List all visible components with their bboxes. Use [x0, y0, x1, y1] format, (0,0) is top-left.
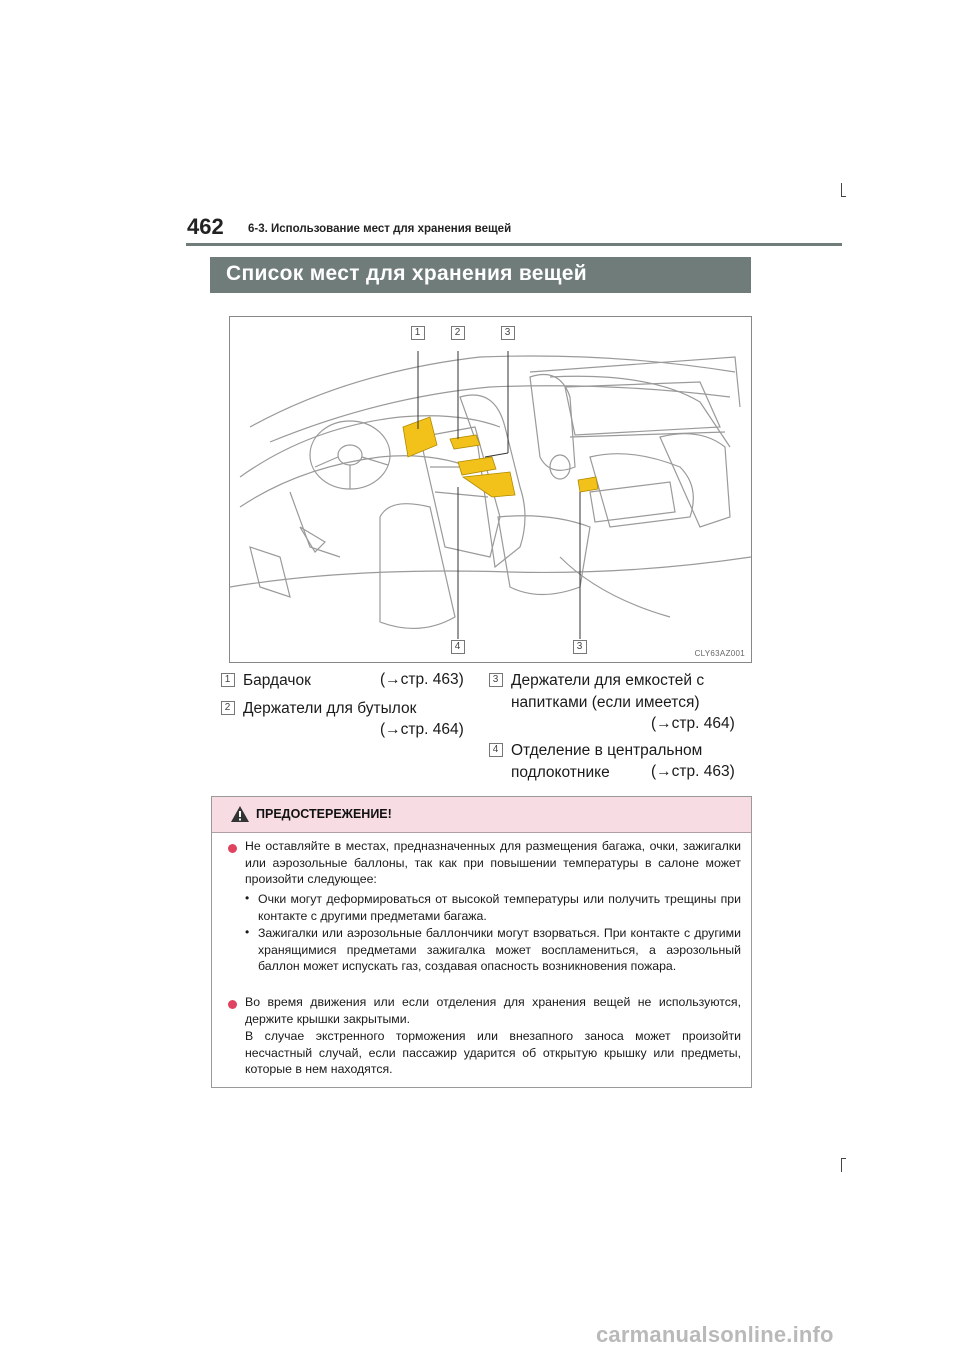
- warning-item-2-text: Во время движения или если отделения для хранения вещей не используются, держите крышки закрытыми.: [245, 995, 741, 1026]
- watermark: carmanualsonline.info: [596, 1322, 834, 1347]
- section-title-bar: [210, 257, 751, 293]
- legend-number-1: 1: [220, 672, 235, 687]
- legend-label-3-line-1: Держатели для емкостей с: [511, 672, 705, 689]
- crop-mark-bottom: [841, 1158, 842, 1172]
- warning-item-2-extra: В случае экстренного торможения или внезапного заноса может произойти несчастный случай, если пассажир ударится об открытую крышку или предметы, которые в нем находятся.: [245, 1029, 741, 1077]
- legend-label-4-line-2: подлокотнике: [511, 764, 610, 781]
- warning-header: [212, 797, 751, 833]
- armrest-compartment-highlight: [463, 472, 515, 497]
- sub-bullet-1: •: [245, 891, 250, 905]
- cup-holder-front-highlight: [458, 457, 496, 475]
- callout-2-top: 2: [450, 325, 465, 340]
- bottle-holder-highlight: [450, 435, 480, 449]
- figure-code: CLY63AZ001: [694, 649, 745, 658]
- warning-item-1-sub-1: Очки могут деформироваться от высокой температуры или получить трещины при контакте с другими предметами багажа.: [258, 892, 741, 923]
- glovebox-highlight: [403, 417, 437, 457]
- legend-ref-3: (→стр. 464): [651, 715, 735, 732]
- legend-label-2: Держатели для бутылок: [243, 700, 417, 717]
- car-interior-drawing: [230, 317, 751, 662]
- legend-number-2: 2: [220, 700, 235, 715]
- callout-3-bottom: 3: [572, 639, 587, 654]
- page-number: 462: [187, 214, 224, 239]
- header-rule: [186, 243, 842, 246]
- warning-bullet-2: [228, 1000, 237, 1009]
- sub-bullet-2: •: [245, 925, 250, 939]
- legend-number-3: 3: [488, 672, 503, 687]
- legend-ref-2: (→стр. 464): [380, 721, 464, 738]
- crop-mark-top-foot: [841, 196, 846, 197]
- cup-holder-rear-highlight: [578, 477, 598, 492]
- callout-4-bottom: 4: [450, 639, 465, 654]
- warning-item-1-sub-2: Зажигалки или аэрозольные баллончики могут взорваться. При контакте с другими хранящимися предметами зажигалка может воспламениться, а аэрозольный баллон может испускать газ, создавая опасность возникновения пожара.: [258, 926, 741, 974]
- crop-mark-top: [841, 183, 842, 197]
- warning-bullet-1: [228, 844, 237, 853]
- warning-box: [211, 796, 752, 1088]
- crop-mark-bottom-foot: [841, 1158, 846, 1159]
- warning-title: ПРЕДОСТЕРЕЖЕНИЕ!: [256, 807, 392, 821]
- section-heading: 6-3. Использование мест для хранения вещей: [248, 223, 512, 235]
- callout-1-top: 1: [410, 325, 425, 340]
- car-interior-illustration: [229, 316, 752, 663]
- section-title: Список мест для хранения вещей: [226, 262, 587, 285]
- legend-number-4: 4: [488, 742, 503, 757]
- warning-triangle-icon: [230, 805, 250, 823]
- callout-3-top: 3: [500, 325, 515, 340]
- legend-ref-1: (→стр. 463): [380, 671, 464, 688]
- legend-ref-4: (→стр. 463): [651, 763, 735, 780]
- legend-label-1: Бардачок: [243, 672, 311, 689]
- legend-label-4-line-1: Отделение в центральном: [511, 742, 703, 759]
- legend-label-3-line-2: напитками (если имеется): [511, 694, 700, 711]
- warning-item-1-text: Не оставляйте в местах, предназначенных для размещения багажа, очки, зажигалки или аэрозольные баллоны, так как при повышении температуры в салоне может произойти следующее:: [245, 839, 741, 887]
